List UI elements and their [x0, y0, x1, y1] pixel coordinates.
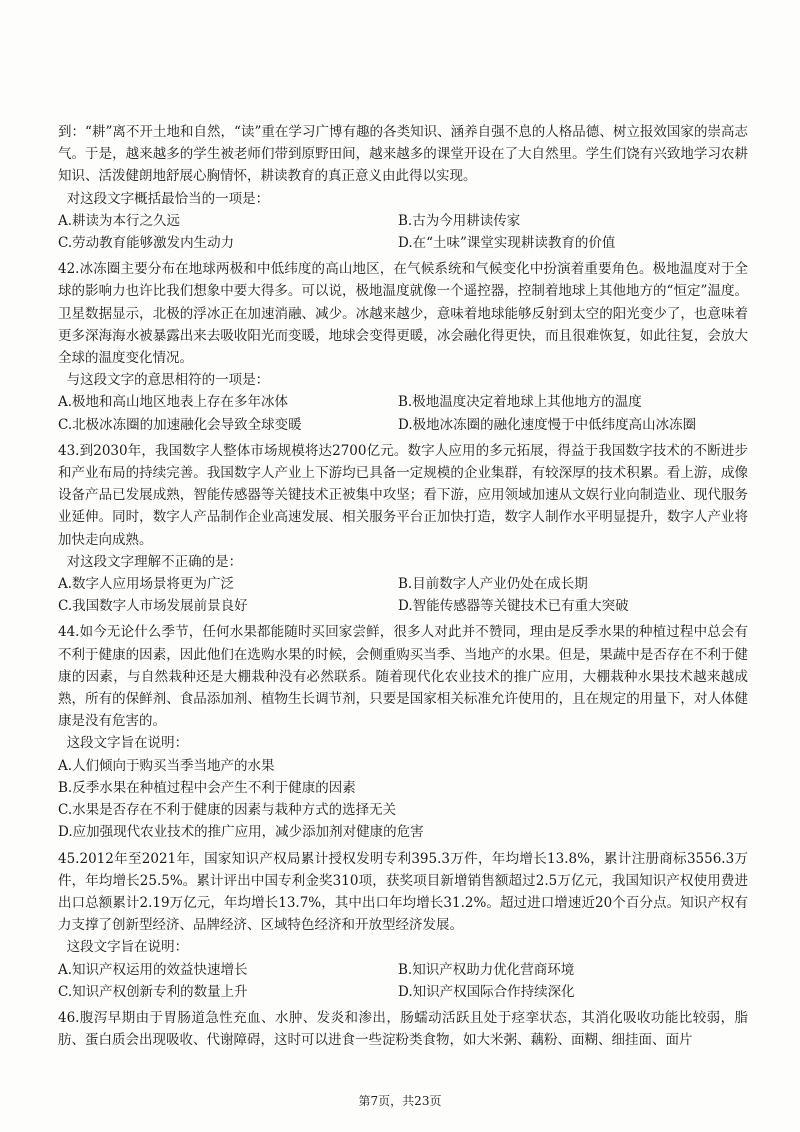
question-45-prompt-text: 这段文字旨在说明：: [66, 939, 189, 956]
question-46-stem: [58, 1007, 748, 1051]
question-42-stem-text: 冰冻圈主要分布在地球两极和中低纬度的高山地区，在气候系统和气候变化中扮演着重要角色。极地温度对于全球的影响力也许比我们想象中要大得多。可以说，极地温度就像一个遥控器，控制着地球上其他地方的“恒定”温度。卫星数据显示，北极的浮冰正在加速消融、减少。冰越来越少，意味着地球能够反射到太空的阳光变少了，也意味着更多深海海水被暴露出来去吸收阳光而变暖，地球会变得更暖，冰会融化得更快，而且很难恢复，如此往复，会放大全球的温度变化情况。: [58, 261, 748, 367]
question-44-stem-text: 如今无论什么季节，任何水果都能随时买回家尝鲜，很多人对此并不赞同，理由是反季水果的种植过程中总会有不利于健康的因素，因此他们在选购水果的时候，会侧重购买当季、当地产的水果。但是，果蔬中是否存在不利于健康的因素，与自然栽种还是大棚栽种没有必然联系。随着现代化农业技术的推广应用，大棚栽种水果技术越来越成熟，所有的保鲜剂、食品添加剂、植物生长调节剂，只要是国家相关标准允许使用的，且在规定的用量下，对人体健康是没有危害的。: [58, 624, 748, 730]
question-number: 45.: [58, 850, 80, 867]
question-45-prompt: [58, 936, 748, 958]
page-footer: 第7页，共23页: [358, 1094, 442, 1108]
option-d[interactable]: D.极地冰冻圈的融化速度慢于中低纬度高山冰冻圈: [398, 416, 697, 433]
question-42-prompt: [58, 369, 748, 391]
option-b[interactable]: B.古为今用耕读传家: [398, 212, 521, 229]
question-45-stem: [58, 848, 748, 937]
question-46: [58, 1007, 748, 1051]
question-number: 44.: [58, 624, 80, 641]
question-44-stem: [58, 621, 748, 732]
question-44: [58, 621, 748, 843]
question-41-stem-tail: 到：“耕”离不开土地和自然，“读”重在学习广博有趣的各类知识、涵养自强不息的人格品德、树立报效国家的崇高志气。于是，越来越多的学生被老师们带到原野田间，越来越多的课堂开设在了大自然里。学生们饶有兴致地学习农耕知识、活泼健朗地舒展心胸情怀，耕读教育的真正意义由此得以实现。: [58, 124, 748, 185]
option-b[interactable]: B.极地温度决定着地球上其他地方的温度: [398, 394, 642, 411]
question-42: [58, 258, 748, 436]
option-c[interactable]: C.水果是否存在不利于健康的因素与栽种方式的选择无关: [58, 802, 397, 819]
option-d[interactable]: D.在“土味”课堂实现耕读教育的价值: [398, 235, 616, 252]
question-44-options: [58, 755, 748, 844]
option-c[interactable]: C.我国数字人市场发展前景良好: [58, 598, 248, 615]
question-42-options: [58, 391, 748, 435]
question-43-options: [58, 573, 748, 617]
question-number: 42.: [58, 261, 80, 278]
option-b[interactable]: B.目前数字人产业仍处在成长期: [398, 576, 588, 593]
question-number: 43.: [58, 442, 80, 459]
option-b[interactable]: B.知识产权助力优化营商环境: [398, 961, 575, 978]
option-c[interactable]: C.劳动教育能够激发内生动力: [58, 235, 235, 252]
question-43-prompt: [58, 551, 748, 573]
option-d[interactable]: D.应加强现代农业技术的推广应用，减少添加剂对健康的危害: [58, 824, 424, 841]
question-41-prompt: [58, 188, 748, 210]
question-41-options: [58, 210, 748, 254]
question-44-prompt: [58, 732, 748, 754]
question-43: [58, 440, 748, 618]
question-44-prompt-text: 这段文字旨在说明：: [66, 735, 189, 752]
option-c[interactable]: C.知识产权创新专利的数量上升: [58, 983, 248, 1000]
question-43-stem-text: 到2030年，我国数字人整体市场规模将达2700亿元。数字人应用的多元拓展，得益于我国数字技术的不断进步和产业布局的持续完善。我国数字人产业上下游均已具备一定规模的企业集群，有较深厚的技术积累。看上游，成像设备产品已发展成熟，智能传感器等关键技术正被集中攻坚；看下游，应用领域加速从文娱行业向制造业、现代服务业延伸。同时，数字人产品制作企业高速发展、相关服务平台正加快打造，数字人制作水平明显提升，数字人产业将加快走向成熟。: [58, 442, 748, 548]
option-a[interactable]: A.数字人应用场景将更为广泛: [58, 576, 235, 593]
option-a[interactable]: A.耕读为本行之久远: [58, 212, 181, 229]
option-a[interactable]: A.知识产权运用的效益快速增长: [58, 961, 248, 978]
question-41-prompt-text: 对这段文字概括最恰当的一项是：: [66, 190, 270, 207]
question-42-prompt-text: 与这段文字的意思相符的一项是：: [66, 372, 270, 389]
option-b[interactable]: B.反季水果在种植过程中会产生不利于健康的因素: [58, 779, 356, 796]
page-content: [58, 121, 748, 1051]
question-45: [58, 848, 748, 1003]
question-45-options: [58, 959, 748, 1003]
question-45-stem-text: 2012年至2021年，国家知识产权局累计授权发明专利395.3万件，年均增长13.8%，累计注册商标3556.3万件，年均增长25.5%。累计评出中国专利金奖310项，获奖项目新增销售额超过2.5万亿元，我国知识产权使用费进出口总额累计2.19万亿元，年均增长13.7%，其中出口年均增长31.2%。超过进口增速近20个百分点。知识产权有力支撑了创新型经济、品牌经济、区域特色经济和开放型经济发展。: [58, 850, 748, 934]
option-a[interactable]: A.人们倾向于购买当季当地产的水果: [58, 757, 275, 774]
option-d[interactable]: D.智能传感器等关键技术已有重大突破: [398, 598, 629, 615]
question-42-stem: [58, 258, 748, 369]
question-46-stem-text: 腹泻早期由于胃肠道急性充血、水肿、发炎和渗出，肠蠕动活跃且处于痉挛状态，其消化吸收功能比较弱，脂肪、蛋白质会出现吸收、代谢障碍，这时可以进食一些淀粉类食物，如大米粥、藕粉、面糊、细挂面、面片: [58, 1009, 748, 1049]
option-a[interactable]: A.极地和高山地区地表上存在多年冰体: [58, 394, 289, 411]
option-c[interactable]: C.北极冰冻圈的加速融化会导致全球变暖: [58, 416, 302, 433]
question-number: 46.: [58, 1009, 80, 1026]
question-43-prompt-text: 对这段文字理解不正确的是：: [66, 553, 243, 570]
question-43-stem: [58, 440, 748, 551]
option-d[interactable]: D.知识产权国际合作持续深化: [398, 983, 575, 1000]
question-41: [58, 121, 748, 254]
